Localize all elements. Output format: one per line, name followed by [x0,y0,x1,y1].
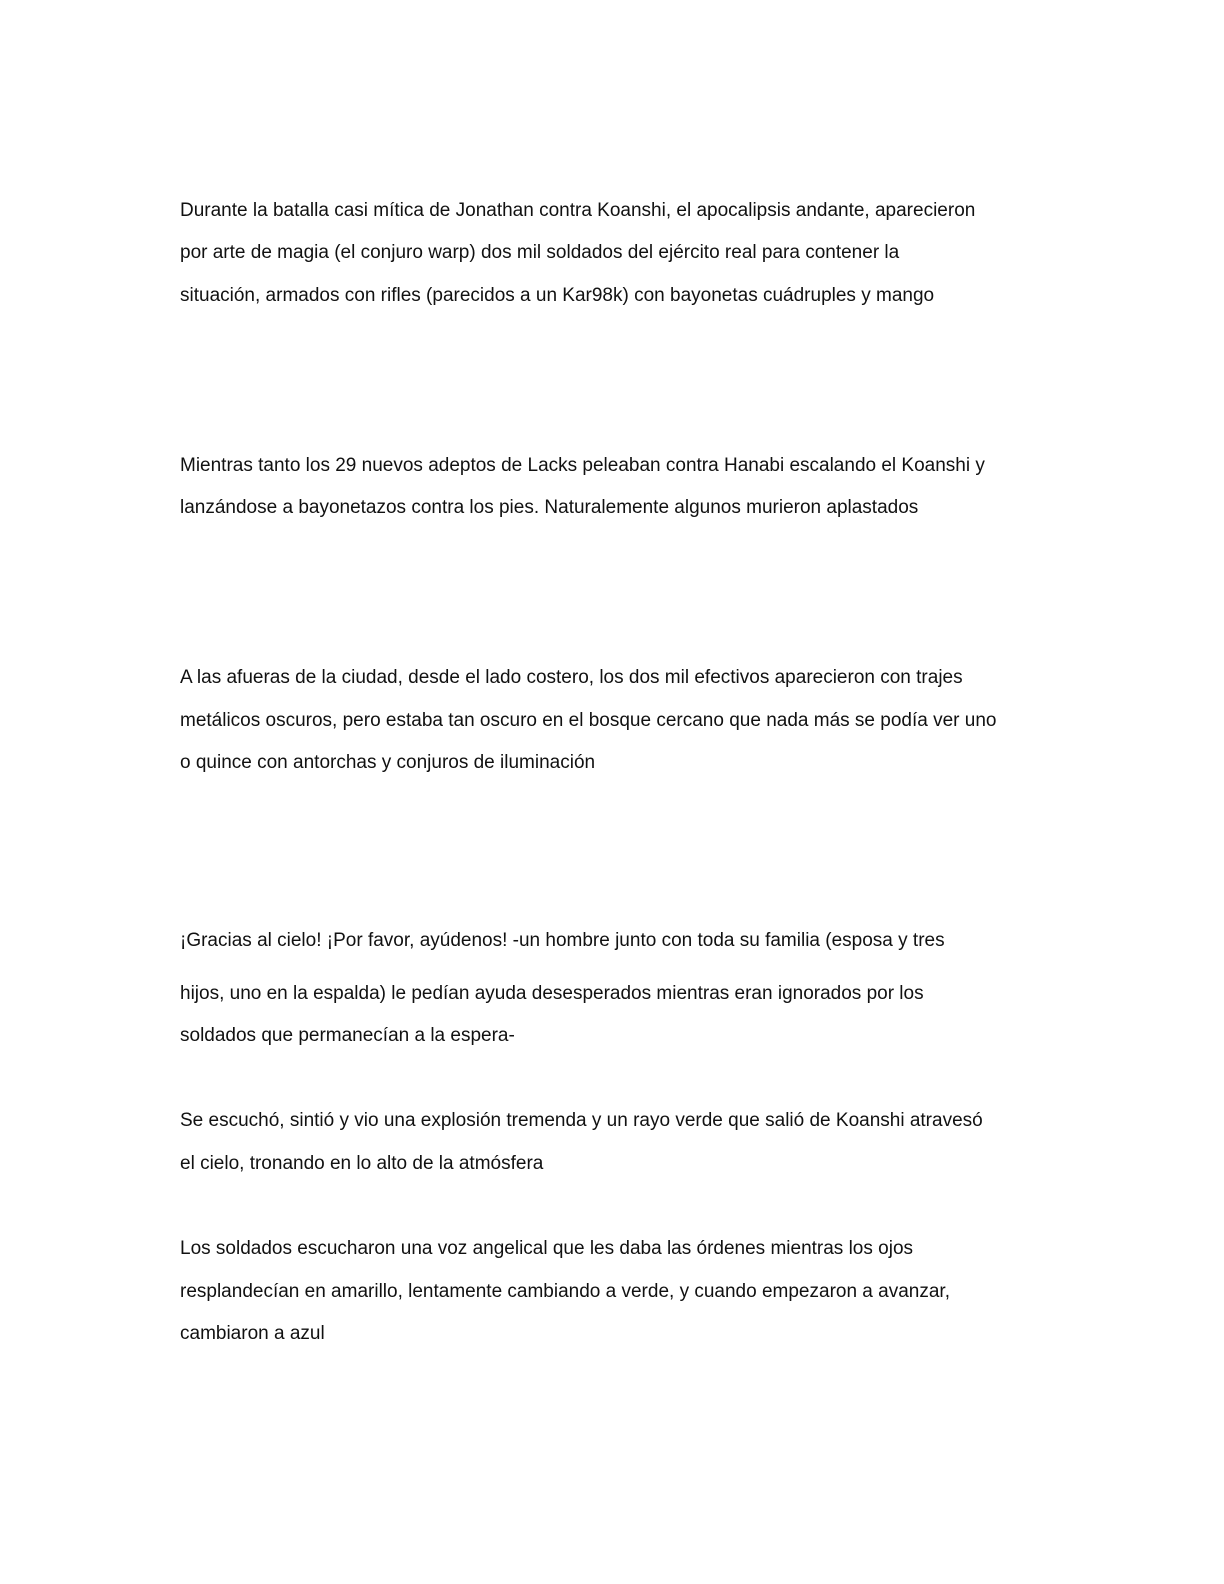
text-line: Los soldados escucharon una voz angelical que les daba las órdenes mientras los ojos [180,1238,914,1259]
text-line: el cielo, tronando en lo alto de la atmósfera [180,1153,544,1174]
text-line: Durante la batalla casi mítica de Jonathan contra Koanshi, el apocalipsis andante, aparecieron [180,200,976,221]
text-line: por arte de magia (el conjuro warp) dos mil soldados del ejército real para contener la [180,242,900,263]
text-line: cambiaron a azul [180,1323,325,1344]
text-line: situación, armados con rifles (parecidos a un Kar98k) con bayonetas cuádruples y mango [180,285,935,306]
text-line: Mientras tanto los 29 nuevos adeptos de Lacks peleaban contra Hanabi escalando el Koanshi y [180,455,985,476]
text-line: resplandecían en amarillo, lentamente cambiando a verde, y cuando empezaron a avanzar, [180,1281,950,1302]
text-line: Se escuchó, sintió y vio una explosión tremenda y un rayo verde que salió de Koanshi atravesó [180,1110,983,1131]
text-line: hijos, uno en la espalda) le pedían ayuda desesperados mientras eran ignorados por los [180,983,924,1004]
text-line: metálicos oscuros, pero estaba tan oscuro en el bosque cercano que nada más se podía ver uno [180,710,997,731]
text-line: A las afueras de la ciudad, desde el lado costero, los dos mil efectivos aparecieron con trajes [180,667,963,688]
text-line: soldados que permanecían a la espera- [180,1025,515,1046]
text-line: o quince con antorchas y conjuros de iluminación [180,752,596,773]
text-line: lanzándose a bayonetazos contra los pies. Naturalemente algunos murieron aplastados [180,497,919,518]
text-line: ¡Gracias al cielo! ¡Por favor, ayúdenos! -un hombre junto con toda su familia (esposa y tres [180,930,945,951]
